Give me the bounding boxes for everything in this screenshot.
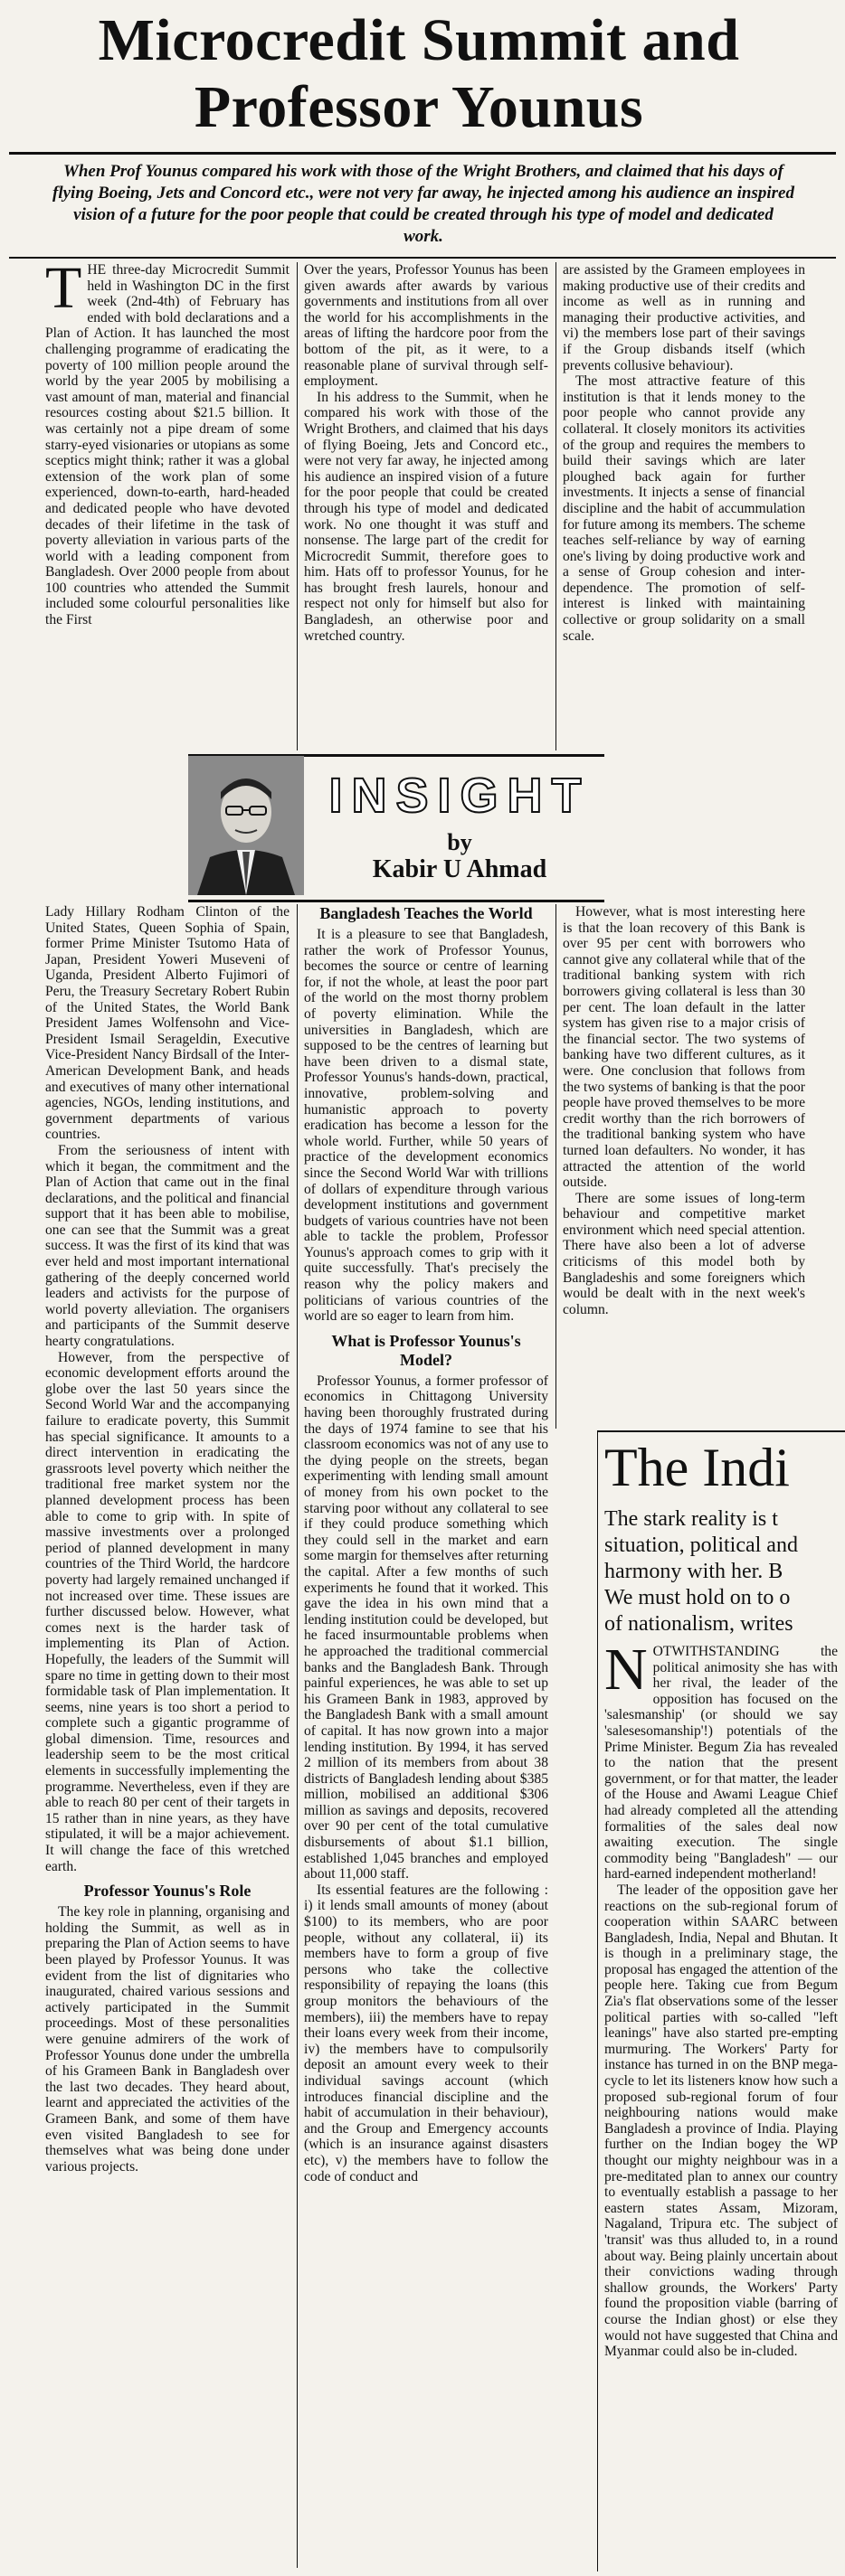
column-3-bottom <box>563 904 805 1427</box>
paragraph: The key role in planning, organising and holding the Summit, as well as in preparing the Plan of Action seems to have been played by Professor Younus. It was evident from the list of dignitaries who inaugurated, chaired various sessions and actively participated in the Summit proceedings. Most of these personalities were genuine admirers of the work of Professor Younus done under the umbrella of his Grameen Bank in Bangladesh over the last two decades. They heard about, learnt and appreciated the activities of the Grameen Bank, and some of them have even visited Bangladesh to see for themselves what was being done under various projects. <box>45 1904 290 2175</box>
other-article-body <box>604 1644 838 2573</box>
headline-line-1: Microcredit Summit and <box>98 7 740 73</box>
paragraph: The most attractive feature of this institution is that it lends money to the poor people who cannot provide any collateral. It closely monitors its activities of the group and requires the members to build their savings which are later ploughed back again for further investments. It injects a sense of financial discipline and the habit of accummulation for future among its members. The scheme teaches self-reliance by way of earning one's living by doing productive work and a sense of Group cohesion and inter-dependence. The promotion of self-interest is linked with maintaining collective or group solidarity on a small scale. <box>563 373 805 644</box>
paragraph: Over the years, Professor Younus has been given awards after awards by various governments and institutions from all over the world for his accomplishments in the areas of lifting the hardcore poor from the bottom of the pit, as it were, to a reasonable plane of survival through self-employment. <box>304 262 548 390</box>
paragraph: Professor Younus, a former professor of economics in Chittagong University having been thoroughly frustrated during the days of 1974 famine to see that his classroom economics was not of any use to the dying people on the streets, began experimenting with lending small amount of money from his own pocket to the starving poor without any collateral to see if they could produce something which they could sell in the market and earn some margin for themselves after returning the capital. After a few months of such experiments he found that it worked. This gave the idea in his own mind that a lending institution could be developed, but he faced insurmountable problems when he approached the traditional commercial banks and the Bangladesh Bank. Through painful experiences, he was able to set up his Grameen Bank in 1983, approved by the Bangladesh Bank with a small amount of capital. It has now grown into a major lending institution. By 1994, it has served 2 million of its members from about 38 districts of Bangladesh lending about $385 million, mobilised an additional $306 million as savings and deposits, recovered over 90 per cent of the total cumulative disbursements of about $1.1 billion, established 1,045 branches and employed about 11,000 staff. <box>304 1373 548 1882</box>
other-article-deck <box>604 1506 845 1637</box>
deck-line: harmony with her. B <box>604 1560 783 1583</box>
paragraph: are assisted by the Grameen employees in making productive use of their credits and income as well as in running and managing their productive activities, and vi) the members lose part of their savings if the Group disbands itself (which prevents collusive behaviour). <box>563 262 805 373</box>
intro-paragraph: HE three-day Microcredit Summit held in Washington DC in the first week (2nd-4th) of February has ended with bold declarations and a Plan of Action. It has launched the most challenging programme of eradicating the poverty of 100 million people around the world by the year 2005 by mobilising a vast amount of man, material and financial resources costing about $21.5 billion. It was certainly not a pipe dream of some starry-eyed visionaries or utopians as some sceptics might think; rather it was a global extension of the work plan of some experienced, down-to-earth, hard-headed and dedicated people who have devoted decades of their lifetime in the task of poverty alleviation in various parts of the world with a leading component from Bangladesh. Over 2000 people from about 100 countries who attended the Summit included some colourful personalities like the First <box>45 262 290 628</box>
paragraph: In his address to the Summit, when he compared his work with those of the Wright Brothers, and claimed that his days of flying Boeing, Jets and Concord etc., were not very far away, he injected among his audience an inspired vision of a future for the poor people that could be created through his type of model and dedicated work. No one thought it was stuff and nonsense. The large part of the credit for Microcredit Summit, therefore goes to him. Hats off to professor Younus, for he has brought fresh laurels, honour and respect not only for himself but also for Bangladesh, an otherwise poor and wretched country. <box>304 389 548 644</box>
deck-line: situation, political and <box>604 1533 798 1557</box>
byline-by: by <box>447 829 472 855</box>
column-divider <box>555 904 556 1429</box>
paragraph: It is a pleasure to see that Bangladesh, rather the work of Professor Younus, becomes the source or centre of learning for, if not the whole, at least the poor part of the world on the most thorny problem of poverty elimination. While the universities in Bangladesh, which are supposed to be the centres of learning but have been driven to a dismal state, Professor Younus's hands-down, practical, innovative, problem-solving and humanistic approach to poverty eradication has become a lesson for the whole world. Further, while 50 years of practice of the development economics since the Second World War with trillions of dollars of expenditure through various development institutions and government budgets of various countries have not been able to tackle the problem, Professor Younus's approach comes to grip with it quite successfully. That's precisely the reason why the policy makers and politicians of various countries of the world are so eager to learn from him. <box>304 927 548 1325</box>
subhead-younus-model: What is Professor Younus's Model? <box>331 1331 521 1369</box>
other-article-title: The Indi <box>604 1438 790 1497</box>
column-divider <box>555 262 556 750</box>
paragraph: From the seriousness of intent with which it began, the commitment and the Plan of Action that came out in the final declarations, and the political and financial support that it has been able to mobilise, one can see that the Summit was a great success. It was the first of its kind that was ever held and most important international gathering of the deeply concerned world leaders and activists for the purpose of world poverty alleviation. The organisers and participants of the Summit deserve hearty congratulations. <box>45 1142 290 1350</box>
column-divider <box>597 1432 598 2571</box>
other-article-rule <box>597 1430 845 1432</box>
paragraph: The leader of the opposition gave her reactions on the sub-regional forum of cooperation within SAARC between Bangladesh, India, Nepal and Bhutan. It is though in a preliminary stage, the proposal has engaged the attention of the people here. Taking cue from Begum Zia's flat observations some of the lesser political parties with so-called "left leanings" have also started pre-empting murmuring. The Workers' Party for instance has turned in on the BNP mega-cycle to let its listeners know how such a proposed sub-regional forum of four neighbouring nations would make Bangladesh a province of India. Playing further on the Indian bogey the WP thought our mighty neighbour was in a pre-meditated plan to annex our country to eventually establish a passage to her eastern states Assam, Mizoram, Nagaland, Tripura etc. The subject of 'transit' was thus alluded to, in a round about way. Being plainly uncertain about their convictions wading through shallow grounds, the Workers' Party found the proposition viable (barring of course the Indian ghost) or else they would not have suggested that China and Myanmar could also be in-cluded. <box>604 1882 838 2360</box>
insight-title: INSIGHT <box>328 769 591 823</box>
author-photo <box>188 756 304 895</box>
standfirst-rule <box>9 257 836 259</box>
headline <box>16 7 821 141</box>
paragraph: OTWITHSTANDING the political animosity she has with her rival, the leader of the opposition has focused on the 'salesmanship' (or should we say 'salesesomanship'!) potentials of the Prime Minister. Begum Zia has revealed to the nation that the present government, or for that matter, the leader of the House and Awami League Chief had already completed all the attending formalities of the sales deal now awaiting execution. The single commodity being "Bangladesh" — our hard-earned independent motherland! <box>604 1644 838 1882</box>
paragraph: Its essential features are the following : i) it lends small amounts of money (about $100) to its members, who are poor people, without any collateral, ii) its members have to form a group of five persons who take the collective responsibility of repaying the loans (this group monitors the behaviours of the members), iii) the members have to repay their loans every week from their income, iv) the members have to compulsorily deposit an amount every week to their individual savings account (which introduces financial discipline and the habit of accumulation in their behaviour), and the Group and Emergency accounts (which is an insurance against disasters etc), v) the members have to follow the code of conduct and <box>304 1882 548 2184</box>
deck-line: of nationalism, writes <box>604 1612 793 1636</box>
headline-line-2: Professor Younus <box>194 74 644 140</box>
column-2-bottom <box>304 904 548 2568</box>
paragraph: However, from the perspective of economic development efforts around the globe over the last 50 years since the Second World War and the accompanying failure to eradicate poverty, this Summit has special significance. It amounts to a direct intervention in eradicating the grassroots level poverty which neither the traditional free market system nor the planned development process has been able to come to grip with. In spite of massive investments over a prolonged period of planned development in many countries of the Third World, the hardcore poverty had largely remained unchanged if not increased over time. These issues are further discussed below. However, what comes next is the harder task of implementing its Plan of Action. Hopefully, the leaders of the Summit will spare no time in getting down to their most formidable task of Plan implementation. It seems, nine years is too short a period to complete such a gigantic programme of global dimension. Time, resources and leadership seem to be the most critical elements in successfully implementing the programme. Nevertheless, even if they are able to reach 80 per cent of their targets in 15 rather than in nine years, as they have stipulated, it will be a major achievement. It will change the face of this wretched earth. <box>45 1349 290 1874</box>
byline-author: Kabir U Ahmad <box>372 855 547 883</box>
column-1-top <box>45 262 290 750</box>
drop-cap: T <box>45 262 82 321</box>
paragraph: There are some issues of long-term behaviour and competitive market environment which need special attention. There have also been a lot of adverse criticisms of this model both by Bangladeshis and some foreigners which would be dealt with in the next week's column. <box>563 1190 805 1317</box>
column-divider <box>297 262 298 750</box>
column-2-top <box>304 262 548 750</box>
headline-rule <box>9 152 836 155</box>
deck-line: We must hold on to o <box>604 1586 791 1609</box>
subhead-bangladesh-teaches: Bangladesh Teaches the World <box>319 904 533 922</box>
subhead-professor-role: Professor Younus's Role <box>83 1882 252 1901</box>
column-1-bottom <box>45 904 290 2568</box>
standfirst: When Prof Younus compared his work with those of the Wright Brothers, and claimed that his days of flying Boeing, Jets and Concord etc., were not very far away, he injected among his audience an inspired vision of a future for the poor people that could be created through his type of model and dedicated work. <box>52 162 794 246</box>
drop-cap: N <box>604 1644 648 1703</box>
column-3-top <box>563 262 805 750</box>
paragraph: Lady Hillary Rodham Clinton of the United States, Queen Sophia of Spain, former Prime Minister Tsutomo Hata of Japan, President Yoweri Museveni of Uganda, President Alberto Fujimori of Peru, the Treasury Secretary Robert Rubin of the United States, the World Bank President James Wolfensohn and Vice-President Ismail Serageldin, Executive Vice-President Nancy Birdsall of the Inter-American Development Bank, and heads and executives of many other international agencies, NGOs, lending institutions, and government departments of various countries. <box>45 904 290 1143</box>
deck-line: The stark reality is t <box>604 1507 778 1531</box>
paragraph: However, what is most interesting here is that the loan recovery of this Bank is over 95 per cent with borrowers who cannot give any collateral while that of the traditional banking system with rich borrowers giving collateral is less than 30 per cent. The loan default in the latter system has given rise to a major crisis of the financial sector. The two systems of banking have two different cultures, as it were. One conclusion that follows from the two systems of banking is that the poor people have proved themselves to be more credit worthy than the rich borrowers of the traditional banking system who have turned loan defaulters. No wonder, it has attracted the attention of the world outside. <box>563 904 805 1191</box>
column-divider <box>297 904 298 2568</box>
